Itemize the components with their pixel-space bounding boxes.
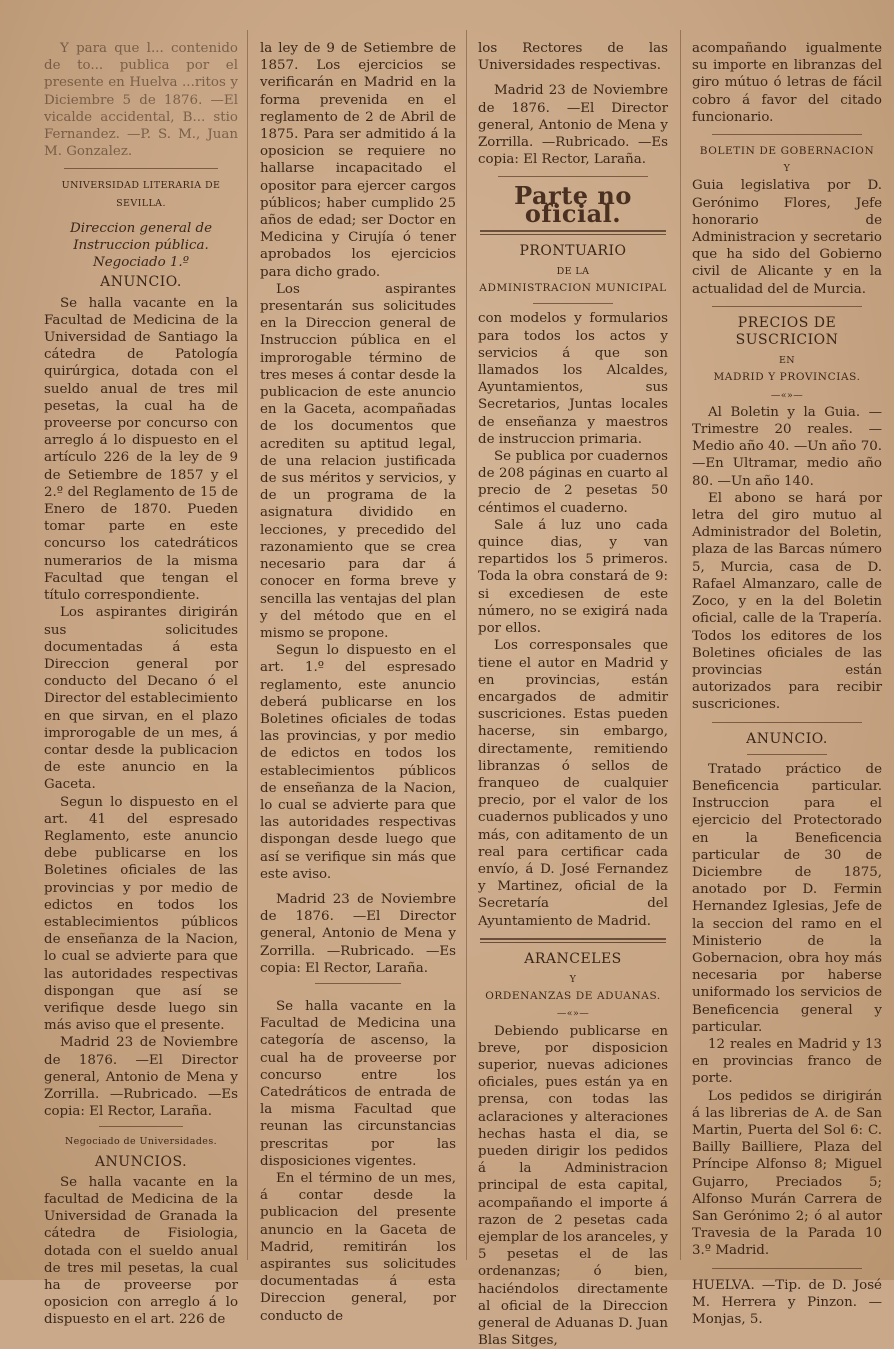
paragraph: Segun lo dispuesto en el art. 1.º del espresado reglamento, este anuncio deberá publicarse en los Boletines oficiales de todas las provincias, y por medio de edictos en todos los establecimientos públicos de enseñanza de la Nacion, lo cual se advierte para que las autoridades respectivas dispongan desde luego que así se verifique sin más que este aviso. [260, 643, 456, 882]
paragraph: 12 reales en Madrid y 13 en provincias franco de porte. [692, 1036, 882, 1087]
double-rule [480, 938, 666, 943]
prontuario-heading: PRONTUARIO [519, 242, 627, 259]
divider [99, 1126, 183, 1127]
anuncio-heading: ANUNCIO. [746, 730, 828, 747]
paragraph: Se publica por cuadernos de 208 páginas en cuarto al precio de 2 pesetas 50 céntimos el cuaderno. [478, 449, 668, 516]
divider [64, 168, 218, 169]
aranceles-heading: ARANCELES [524, 950, 622, 967]
paragraph: En el término de un mes, á contar desde la publicacion del presente anuncio en la Gaceta de Madrid, remitirán los aspirantes sus solicitudes documentadas á esta Direccion general, por conducto de [260, 1171, 456, 1324]
divider [315, 983, 401, 984]
madrid-provincias-heading: MADRID Y PROVINCIAS. [713, 371, 861, 384]
paragraph: Los pedidos se dirigirán á las librerias de A. de San Martin, Puerta del Sol 6: C. Bailly Bailliere, Plaza del Príncipe Alfonso 8; Miguel Gujarro, Preciados 5; Alfonso Murán Carrera de San Gerónimo 2; ó al autor Travesia de la Parada 10 3.º Madrid. [692, 1088, 882, 1259]
boletin-heading: BOLETIN DE GOBERNACION [699, 145, 875, 158]
paragraph: Debiendo publicarse en breve, por disposicion superior, nuevas adiciones oficiales, pues están ya en prensa, con todas las aclaraciones y alteraciones hechas hasta el dia, se pueden dirigir los pedidos á la Administracion principal de esta capital, acompañando el importe á razon de 2 pesetas cada ejemplar de los aranceles, y 5 pesetas el de las ordenanzas; ó bien, haciéndolos directamente al oficial de la Direccion general de Aduanas D. Juan Blas Sitges, [478, 1023, 668, 1349]
y-heading: Y [783, 163, 791, 175]
paragraph: Los corresponsales que tiene el autor en Madrid y en provincias, están encargados de admitir suscriciones. Estas pueden hacerse, sin embargo, directamente, remitiendo libranzas ó sellos de franqueo de cualquier precio, por el valor de los cuadernos publicados y uno más, con aditamento de un real para certificar cada envío, á D. José Fernandez y Martinez, oficial de la Secretaría del Ayuntamiento de Madrid. [478, 638, 668, 929]
university-heading: UNIVERSIDAD LITERARIA DE SEVILLA. [61, 180, 221, 209]
paragraph: Sale á luz uno cada quince dias, y van repartidos los 5 primeros. Toda la obra constará de 9: si excediesen de este número, no se exigirá nada por ellos. [478, 517, 668, 637]
precios-heading: PRECIOS DE SUSCRICION [735, 314, 839, 349]
en-heading: EN [778, 355, 796, 367]
paragraph: Guia legislativa por D. Gerónimo Flores, Jefe honorario de Administracion y secretario que ha sido del Gobierno civil de Alicante y en la actualidad del de Murcia. [692, 178, 882, 297]
divider [747, 754, 827, 755]
divider [712, 1268, 862, 1269]
column-2 [252, 0, 464, 1324]
top-fragment: Y para que l... contenido de to... publica por el presente en Huelva ...ritos y Diciembre 5 de 1876. —El vicalde accidental, B... stio Fernandez. —P. S. M., Juan M. Gonzalez. [44, 41, 238, 160]
imprint: HUELVA. —Tip. de D. José M. Herrera y Pinzon. —Monjas, 5. [692, 1277, 882, 1328]
column-1 [36, 0, 246, 1328]
administracion-heading: ADMINISTRACION MUNICIPAL [479, 282, 667, 295]
negociado-heading: Negociado 1.º [92, 255, 189, 271]
column-divider [466, 30, 467, 1260]
de-la-heading: DE LA [556, 266, 590, 278]
anuncios-title: ANUNCIOS. [94, 1153, 188, 1170]
paragraph: Se halla vacante en la Facultad de Medicina de la Universidad de Santiago la cátedra de Patología quirúrgica, dotada con el sueldo anual de tres mil pesetas, la cual ha de proveerse por concurso con arreglo á lo dispuesto en el artículo 226 de la ley de 9 de Setiembre de 1857 y el 2.º del Reglamento de 15 de Enero de 1870. Pueden tomar parte en este concurso los catedráticos numerarios de la misma Facultad que tengan el título correspondiente. [44, 295, 238, 604]
divider [712, 134, 862, 135]
paragraph: Se halla vacante en la facultad de Medicina de la Universidad de Granada la cátedra de Fisiologia, dotada con el sueldo anual de tres mil pesetas, la cual ha de proveerse por oposicion con arreglo á lo dispuesto en el art. 226 de [44, 1174, 238, 1328]
y-heading: Y [569, 973, 577, 985]
paragraph: Al Boletin y la Guia. —Trimestre 20 reales. —Medio año 40. —Un año 70. —En Ultramar, medio año 80. —Un año 140. [692, 404, 882, 489]
column-4 [684, 0, 890, 1328]
paragraph: Los aspirantes dirigirán sus solicitudes documentadas á esta Direccion general por conducto del Decano ó el Director del establecimiento en que sirvan, en el plazo improrogable de un mes, á contar desde la publicacion de este anuncio en la Gaceta. [44, 605, 238, 793]
direccion-heading: Direccion general de Instruccion pública. [69, 220, 213, 254]
paragraph: acompañando igualmente su importe en libranzas del giro mútuo ó letras de fácil cobro á favor del citado funcionario. [692, 41, 882, 125]
column-divider [680, 30, 681, 1260]
signature: Madrid 23 de Noviembre de 1876. —El Director general, Antonio de Mena y Zorrilla. —Rubricado. —Es copia: El Rector, Laraña. [44, 1035, 238, 1120]
paragraph: El abono se hará por letra del giro mutuo al Administrador del Boletin, plaza de las Barcas número 5, Murcia, casa de D. Rafael Almanzaro, calle de Zoco, y en la del Boletin oficial, calle de la Trapería. Todos los editores de los Boletines oficiales de las provincias están autorizados para recibir suscriciones. [692, 490, 882, 713]
negociado-universidades: Negociado de Universidades. [64, 1136, 218, 1148]
ordenanzas-heading: ORDENANZAS DE ADUANAS. [485, 990, 661, 1003]
paragraph: la ley de 9 de Setiembre de 1857. Los ejercicios se verificarán en Madrid en la forma prevenida en el reglamento de 2 de Abril de 1875. Para ser admitido á la oposicion se requiere no hallarse incapacitado el opositor para ejercer cargos públicos; haber cumplido 25 años de edad; ser Doctor en Medicina y Cirujía ó tener aprobados los ejercicios para dicho grado. [260, 41, 456, 280]
column-3 [470, 0, 676, 1349]
column-divider [247, 30, 248, 1260]
divider [533, 303, 613, 304]
paragraph: con modelos y formularios para todos los actos y servicios á que son llamados los Alcaldes, Ayuntamientos, sus Secretarios, Juntas locales de enseñanza y maestros de instruccion primaria. [478, 311, 668, 447]
divider [498, 176, 648, 177]
divider [712, 722, 862, 723]
ornament: —«»— [770, 389, 804, 401]
paragraph: Se halla vacante en la Facultad de Medicina una categoría de ascenso, la cual ha de proveerse por concurso entre los Catedráticos de entrada de la misma Facultad que reunan las circunstancias prescritas por las disposiciones vigentes. [260, 998, 456, 1169]
divider [712, 306, 862, 307]
signature: Madrid 23 de Noviembre de 1876. —El Director general, Antonio de Mena y Zorrilla. —Rubricado. —Es copia: El Rector, Laraña. [260, 891, 456, 976]
signature: Madrid 23 de Noviembre de 1876. —El Director general, Antonio de Mena y Zorrilla. —Rubricado. —Es copia: El Rector, Laraña. [478, 83, 668, 168]
ornament: —«»— [556, 1008, 590, 1020]
paragraph: Los aspirantes presentarán sus solicitudes en la Direccion general de Instruccion pública en el improrogable término de tres meses á contar desde la publicacion de este anuncio en la Gaceta, acompañadas de los documentos que acrediten su aptitud legal, de una relacion justificada de sus méritos y servicios, y de un programa de la asignatura dividido en lecciones, y precedido del razonamiento que se crea necesario para dar á conocer en forma breve y sencilla las ventajas del plan y del método que en el mismo se propone. [260, 281, 456, 641]
parte-no-oficial-heading: Parte no oficial. [514, 181, 632, 228]
paragraph: Tratado práctico de Beneficencia particular. Instruccion para el ejercicio del Protectorado en la Beneficencia particular de 30 de Diciembre de 1875, anotado por D. Fermin Hernandez Iglesias, Jefe de la seccion del ramo en el Ministerio de la Gobernacion, obra hoy más necesaria por haberse uniformado los servicios de Beneficencia general y particular. [692, 761, 882, 1035]
paragraph: Segun lo dispuesto en el art. 41 del espresado Reglamento, este anuncio debe publicarse en los Boletines oficiales de las provincias y por medio de edictos en todos los establecimientos públicos de enseñanza de la Nacion, lo cual se advierte para que las autoridades respectivas dispongan que así se verifique desde luego sin más aviso que el presente. [44, 794, 238, 1034]
anuncio-title: ANUNCIO. [100, 274, 182, 291]
paragraph: los Rectores de las Universidades respectivas. [478, 41, 668, 74]
double-rule [480, 230, 666, 235]
